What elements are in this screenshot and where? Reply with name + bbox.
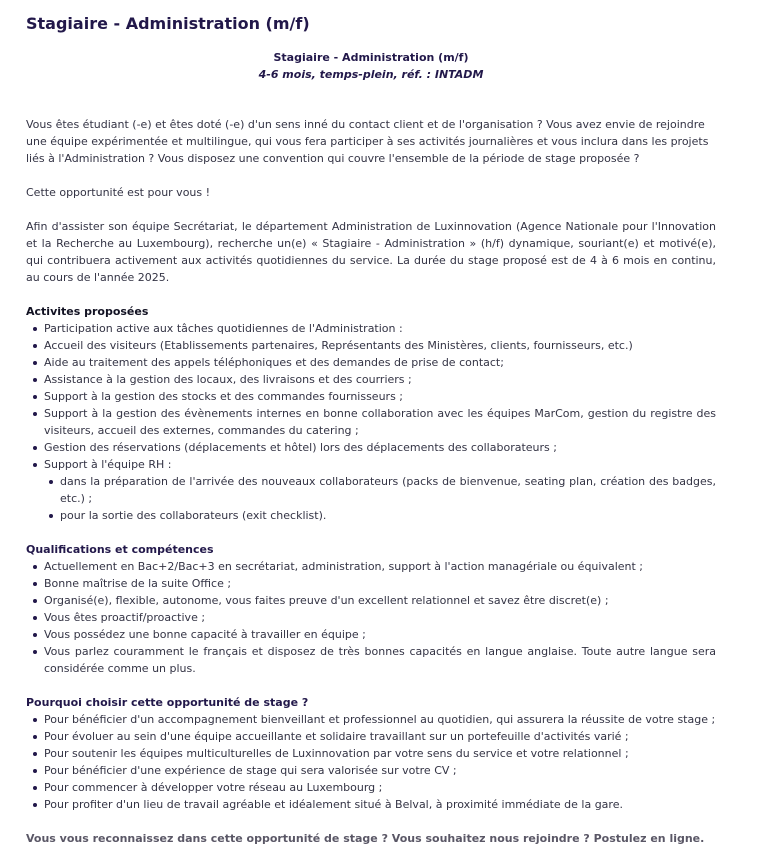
why-heading: Pourquoi choisir cette opportunité de stage ? (26, 696, 309, 709)
list-item: Support à la gestion des évènements internes en bonne collaboration avec les équipes MarCom, gestion du registre des visiteurs, accueil des externes, commandes du catering ; (44, 407, 716, 437)
intro-paragraph-1: Vous êtes étudiant (-e) et êtes doté (-e) d'un sens inné du contact client et de l'organisation ? Vous avez envie de rejoindre une équipe expérimentée et multilingue, qui vous fera participer à ses activités journalières et vous inclura dans les projets liés à l'Administration ? Vous disposez une convention qui couvre l'ensemble de la période de stage proposée ? (26, 118, 709, 165)
list-item: Pour commencer à développer votre réseau au Luxembourg ; (44, 779, 716, 796)
list-item: Vous parlez couramment le français et disposez de très bonnes capacités en langue anglaise. Toute autre langue sera considérée comme un plus. (44, 645, 716, 675)
header-title: Stagiaire - Administration (m/f) (273, 51, 469, 64)
header-subtitle: 4-6 mois, temps-plein, réf. : INTADM (258, 68, 484, 81)
activities-list (26, 320, 716, 524)
list-item: Pour soutenir les équipes multiculturelles de Luxinnovation par votre sens du service et votre relationnel ; (44, 745, 716, 762)
list-item: Pour bénéficier d'une expérience de stage qui sera valorisée sur votre CV ; (44, 762, 716, 779)
sub-list-item: pour la sortie des collaborateurs (exit checklist). (60, 507, 716, 524)
list-item: Assistance à la gestion des locaux, des livraisons et des courriers ; (44, 371, 716, 388)
qualifications-heading: Qualifications et compétences (26, 543, 214, 556)
list-item: Bonne maîtrise de la suite Office ; (44, 575, 716, 592)
list-item: Organisé(e), flexible, autonome, vous faites preuve d'un excellent relationnel et savez être discret(e) ; (44, 592, 716, 609)
list-item-text: Support à l'équipe RH : (44, 458, 172, 471)
list-item: Vous possédez une bonne capacité à travailler en équipe ; (44, 626, 716, 643)
intro-paragraph-2: Cette opportunité est pour vous ! (26, 186, 211, 199)
why-list (26, 711, 716, 813)
list-item: Accueil des visiteurs (Etablissements partenaires, Représentants des Ministères, clients, fournisseurs, etc.) (44, 337, 716, 354)
list-item: Pour profiter d'un lieu de travail agréable et idéalement situé à Belval, à proximité immédiate de la gare. (44, 796, 716, 813)
list-item: Participation active aux tâches quotidiennes de l'Administration : (44, 320, 716, 337)
intro-paragraph-3: Afin d'assister son équipe Secrétariat, le département Administration de Luxinnovation (Agence Nationale pour l'Innovation et la Recherche au Luxembourg), recherche un(e) « Stagiaire - Administration » (h/f) dynamique, souriant(e) et motivé(e), qui contribuera activement aux activités quotidiennes du service. La durée du stage proposé est de 4 à 6 mois en continu, au cours de l'année 2025. (26, 220, 716, 284)
page-title: Stagiaire - Administration (m/f) (26, 14, 310, 33)
list-item: Actuellement en Bac+2/Bac+3 en secrétariat, administration, support à l'action managériale ou équivalent ; (44, 558, 716, 575)
qualifications-list (26, 558, 716, 677)
activities-heading: Activites proposées (26, 305, 149, 318)
call-to-action: Vous vous reconnaissez dans cette opportunité de stage ? Vous souhaitez nous rejoindre ? Postulez en ligne. (26, 832, 705, 845)
list-item: Pour bénéficier d'un accompagnement bienveillant et professionnel au quotidien, qui assurera la réussite de votre stage ; (44, 713, 716, 726)
list-item: Support à la gestion des stocks et des commandes fournisseurs ; (44, 388, 716, 405)
sub-list-item: dans la préparation de l'arrivée des nouveaux collaborateurs (packs de bienvenue, seating plan, création des badges, etc.) ; (60, 475, 716, 505)
list-item: Pour évoluer au sein d'une équipe accueillante et solidaire travaillant sur un portefeuille d'activités varié ; (44, 728, 716, 745)
list-item (44, 456, 716, 524)
posting-header (26, 49, 716, 83)
list-item: Gestion des réservations (déplacements et hôtel) lors des déplacements des collaborateurs ; (44, 439, 716, 456)
hr-sublist (44, 473, 716, 524)
list-item: Vous êtes proactif/proactive ; (44, 609, 716, 626)
list-item: Aide au traitement des appels téléphoniques et des demandes de prise de contact; (44, 354, 716, 371)
